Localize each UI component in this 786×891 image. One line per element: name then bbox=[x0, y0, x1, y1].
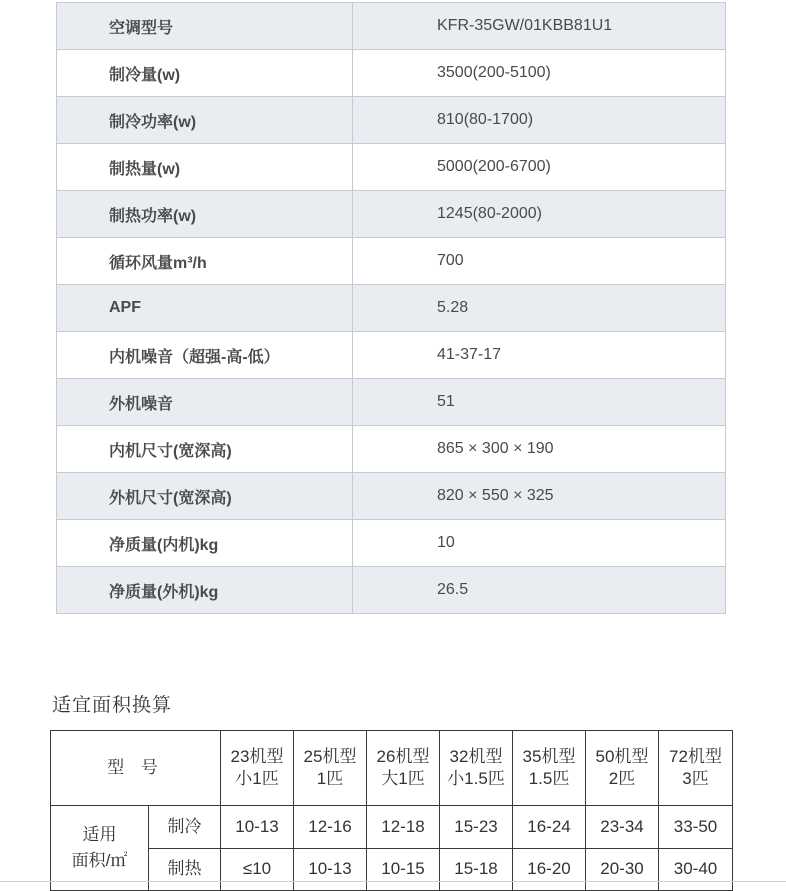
model-capacity: 2匹 bbox=[608, 769, 636, 788]
model-header bbox=[513, 731, 586, 806]
model-capacity: 小1.5匹 bbox=[447, 769, 505, 788]
model-name: 26机型 bbox=[376, 747, 430, 766]
spec-row bbox=[57, 50, 726, 97]
spec-row bbox=[57, 379, 726, 426]
spec-row bbox=[57, 332, 726, 379]
cooling-area-cell: 15-23 bbox=[440, 806, 513, 849]
spec-value: 865 × 300 × 190 bbox=[353, 426, 726, 473]
spec-value: 10 bbox=[353, 520, 726, 567]
model-header bbox=[294, 731, 367, 806]
spec-value: 820 × 550 × 325 bbox=[353, 473, 726, 520]
heating-area-cell: 20-30 bbox=[586, 848, 659, 891]
spec-key: 外机噪音 bbox=[57, 379, 353, 426]
model-capacity: 大1匹 bbox=[381, 769, 425, 788]
heating-label: 制热 bbox=[149, 848, 221, 891]
area-table bbox=[50, 730, 733, 891]
spec-value: 26.5 bbox=[353, 567, 726, 614]
model-name: 23机型 bbox=[230, 747, 284, 766]
model-name: 32机型 bbox=[449, 747, 503, 766]
use-area-label-top: 适用 bbox=[51, 806, 149, 849]
model-name: 50机型 bbox=[595, 747, 649, 766]
model-capacity: 小1匹 bbox=[235, 769, 279, 788]
spec-key: 制冷量(w) bbox=[57, 50, 353, 97]
spec-row bbox=[57, 191, 726, 238]
model-header bbox=[659, 731, 733, 806]
cooling-area-cell: 10-13 bbox=[221, 806, 294, 849]
model-name: 25机型 bbox=[303, 747, 357, 766]
model-name: 35机型 bbox=[522, 747, 576, 766]
spec-table bbox=[56, 2, 726, 614]
model-name: 72机型 bbox=[669, 747, 722, 766]
spec-value: 810(80-1700) bbox=[353, 97, 726, 144]
spec-key: 净质量(外机)kg bbox=[57, 567, 353, 614]
model-header bbox=[586, 731, 659, 806]
model-header bbox=[221, 731, 294, 806]
heating-area-cell: 10-13 bbox=[294, 848, 367, 891]
cooling-area-cell: 33-50 bbox=[659, 806, 733, 849]
model-header bbox=[440, 731, 513, 806]
spec-key: 外机尺寸(宽深高) bbox=[57, 473, 353, 520]
spec-value: 41-37-17 bbox=[353, 332, 726, 379]
spec-key: 循环风量m³/h bbox=[57, 238, 353, 285]
heating-area-cell: ≤10 bbox=[221, 848, 294, 891]
page-bottom-divider bbox=[0, 881, 786, 882]
spec-value: 3500(200-5100) bbox=[353, 50, 726, 97]
spec-row bbox=[57, 567, 726, 614]
spec-row bbox=[57, 144, 726, 191]
spec-row bbox=[57, 426, 726, 473]
cooling-area-cell: 12-16 bbox=[294, 806, 367, 849]
spec-key: 制热量(w) bbox=[57, 144, 353, 191]
spec-value: 5.28 bbox=[353, 285, 726, 332]
spec-value: 51 bbox=[353, 379, 726, 426]
spec-key: 内机尺寸(宽深高) bbox=[57, 426, 353, 473]
spec-key: APF bbox=[57, 285, 353, 332]
spec-key: 制冷功率(w) bbox=[57, 97, 353, 144]
spec-key: 制热功率(w) bbox=[57, 191, 353, 238]
spec-row bbox=[57, 97, 726, 144]
spec-value: 5000(200-6700) bbox=[353, 144, 726, 191]
cooling-label: 制冷 bbox=[149, 806, 221, 849]
spec-row bbox=[57, 520, 726, 567]
model-capacity: 1匹 bbox=[316, 769, 344, 788]
spec-row bbox=[57, 473, 726, 520]
spec-key: 净质量(内机)kg bbox=[57, 520, 353, 567]
cooling-area-cell: 16-24 bbox=[513, 806, 586, 849]
model-header bbox=[367, 731, 440, 806]
heating-area-cell: 30-40 bbox=[659, 848, 733, 891]
cooling-area-cell: 23-34 bbox=[586, 806, 659, 849]
spec-row bbox=[57, 3, 726, 50]
heating-area-cell: 15-18 bbox=[440, 848, 513, 891]
spec-value: 700 bbox=[353, 238, 726, 285]
model-capacity: 1.5匹 bbox=[528, 769, 570, 788]
use-area-label-bottom: 面积/㎡ bbox=[51, 848, 149, 891]
spec-row bbox=[57, 285, 726, 332]
cooling-area-cell: 12-18 bbox=[367, 806, 440, 849]
spec-value: 1245(80-2000) bbox=[353, 191, 726, 238]
model-header-label: 型 号 bbox=[51, 731, 221, 806]
spec-row bbox=[57, 238, 726, 285]
model-capacity: 3匹 bbox=[682, 769, 709, 788]
spec-key: 内机噪音（超强-高-低） bbox=[57, 332, 353, 379]
spec-key: 空调型号 bbox=[57, 3, 353, 50]
area-section-title: 适宜面积换算 bbox=[52, 695, 173, 716]
spec-value: KFR-35GW/01KBB81U1 bbox=[353, 3, 726, 50]
heating-area-cell: 10-15 bbox=[367, 848, 440, 891]
heating-area-cell: 16-20 bbox=[513, 848, 586, 891]
